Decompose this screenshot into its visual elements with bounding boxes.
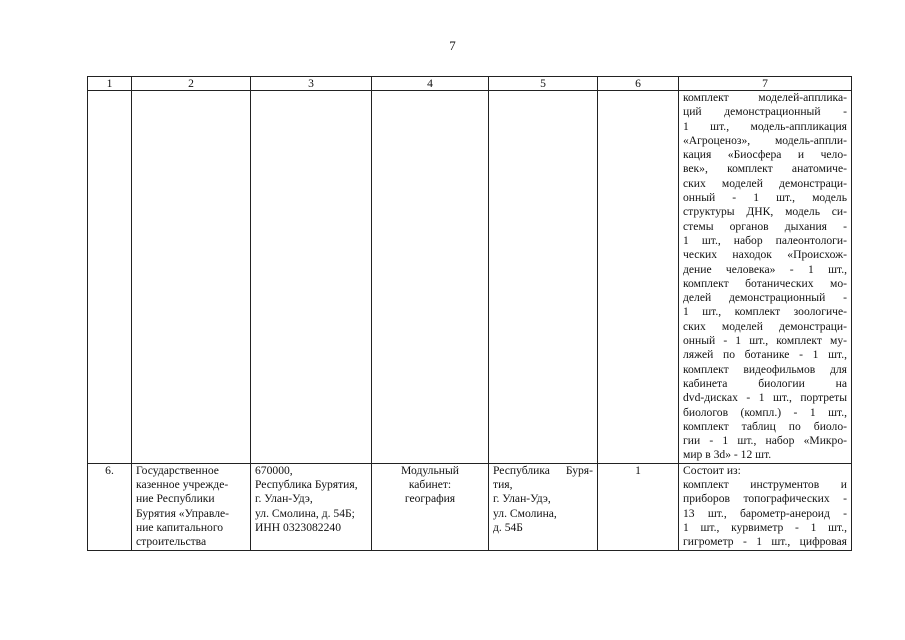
cont-line: гии - 1 шт., набор «Микро-	[683, 434, 847, 448]
cont-line: комплект ботанических мо-	[683, 276, 847, 290]
cont-cell-3	[251, 91, 372, 464]
org-line: строительства	[136, 535, 207, 549]
cont-line: 1 шт., модель-аппликация	[683, 119, 847, 133]
cont-line: век», комплект анатомиче-	[683, 162, 847, 176]
address-line: 670000,	[255, 463, 293, 477]
composition-line: Состоит из:	[683, 463, 741, 477]
table-header-row	[88, 77, 852, 91]
address-line: г. Улан-Удэ,	[255, 492, 313, 506]
cont-cell-1	[88, 91, 132, 464]
cont-line: стемы органов дыхания -	[683, 219, 847, 233]
quantity-value: 1	[635, 463, 641, 477]
location-line: ул. Смолина,	[493, 506, 557, 520]
composition-line: комплект инструментов и	[683, 478, 847, 492]
object-line: кабинет:	[408, 478, 452, 492]
cont-line: мир в 3d» - 12 шт.	[683, 448, 772, 462]
address-line: Республика Бурятия,	[255, 478, 358, 492]
header-cell-4: 4	[372, 77, 489, 91]
row6-quantity	[598, 463, 679, 550]
location-line: тия,	[493, 478, 513, 492]
cont-line: комплект таблиц по биоло-	[683, 419, 847, 433]
org-line: казенное учрежде-	[136, 478, 229, 492]
object-line: Модульный	[401, 463, 459, 477]
row6-composition	[679, 463, 852, 550]
row-number: 6.	[105, 463, 114, 477]
location-line: г. Улан-Удэ,	[493, 492, 551, 506]
header-cell-3: 3	[251, 77, 372, 91]
row6-location	[489, 463, 598, 550]
row6-address	[251, 463, 372, 550]
row6-organization	[132, 463, 251, 550]
org-line: ние капитального	[136, 520, 224, 534]
table-row-continuation	[88, 91, 852, 464]
cont-line: ческих находок «Происхож-	[683, 248, 847, 262]
cont-cell-composition	[679, 91, 852, 464]
cont-line: «Агроценоз», модель-аппли-	[683, 133, 847, 147]
cont-cell-5	[489, 91, 598, 464]
header-cell-5: 5	[489, 77, 598, 91]
composition-line: 13 шт., барометр-анероид -	[683, 506, 847, 520]
cont-line: ляжей по ботанике - 1 шт.,	[683, 348, 847, 362]
cont-line: онный - 1 шт., модель	[683, 191, 847, 205]
document-table	[87, 76, 852, 551]
cont-line: биологов (компл.) - 1 шт.,	[683, 405, 847, 419]
cont-line: дение человека» - 1 шт.,	[683, 262, 847, 276]
cont-line: кабинета биологии на	[683, 376, 847, 390]
cont-cell-4	[372, 91, 489, 464]
cont-line: онный - 1 шт., комплект му-	[683, 334, 847, 348]
row6-number	[88, 463, 132, 550]
org-line: Бурятия «Управле-	[136, 506, 230, 520]
cont-line: 1 шт., набор палеонтологи-	[683, 233, 847, 247]
cont-line: делей демонстрационный -	[683, 291, 847, 305]
cont-line: ских моделей демонстраци-	[683, 319, 847, 333]
cont-line: ций демонстрационный -	[683, 105, 847, 119]
cont-line: кация «Биосфера и чело-	[683, 148, 847, 162]
location-line: д. 54Б	[493, 520, 523, 534]
cont-line: 1 шт., комплект зоологиче-	[683, 305, 847, 319]
header-cell-1: 1	[88, 77, 132, 91]
org-line: ние Республики	[136, 492, 215, 506]
composition-line: приборов топографических -	[683, 492, 847, 506]
object-line: география	[404, 492, 456, 506]
org-line: Государственное	[136, 463, 219, 477]
table-row-6	[88, 463, 852, 550]
cont-line: ских моделей демонстраци-	[683, 176, 847, 190]
location-line: Республика Буря-	[493, 463, 593, 477]
cont-line: dvd-дисках - 1 шт., портреты	[683, 391, 847, 405]
address-line: ул. Смолина, д. 54Б;	[255, 506, 355, 520]
header-cell-2: 2	[132, 77, 251, 91]
header-cell-7: 7	[679, 77, 852, 91]
cont-line: комплект моделей-апплика-	[683, 91, 847, 104]
cont-cell-2	[132, 91, 251, 464]
cont-cell-6	[598, 91, 679, 464]
cont-line: структуры ДНК, модель си-	[683, 205, 847, 219]
cont-line: комплект видеофильмов для	[683, 362, 847, 376]
header-cell-6: 6	[598, 77, 679, 91]
page-number: 7	[449, 38, 456, 53]
address-line: ИНН 0323082240	[255, 520, 341, 534]
composition-line: гигрометр - 1 шт., цифровая	[683, 535, 847, 549]
composition-line: 1 шт., курвиметр - 1 шт.,	[683, 520, 847, 534]
row6-object	[372, 463, 489, 550]
